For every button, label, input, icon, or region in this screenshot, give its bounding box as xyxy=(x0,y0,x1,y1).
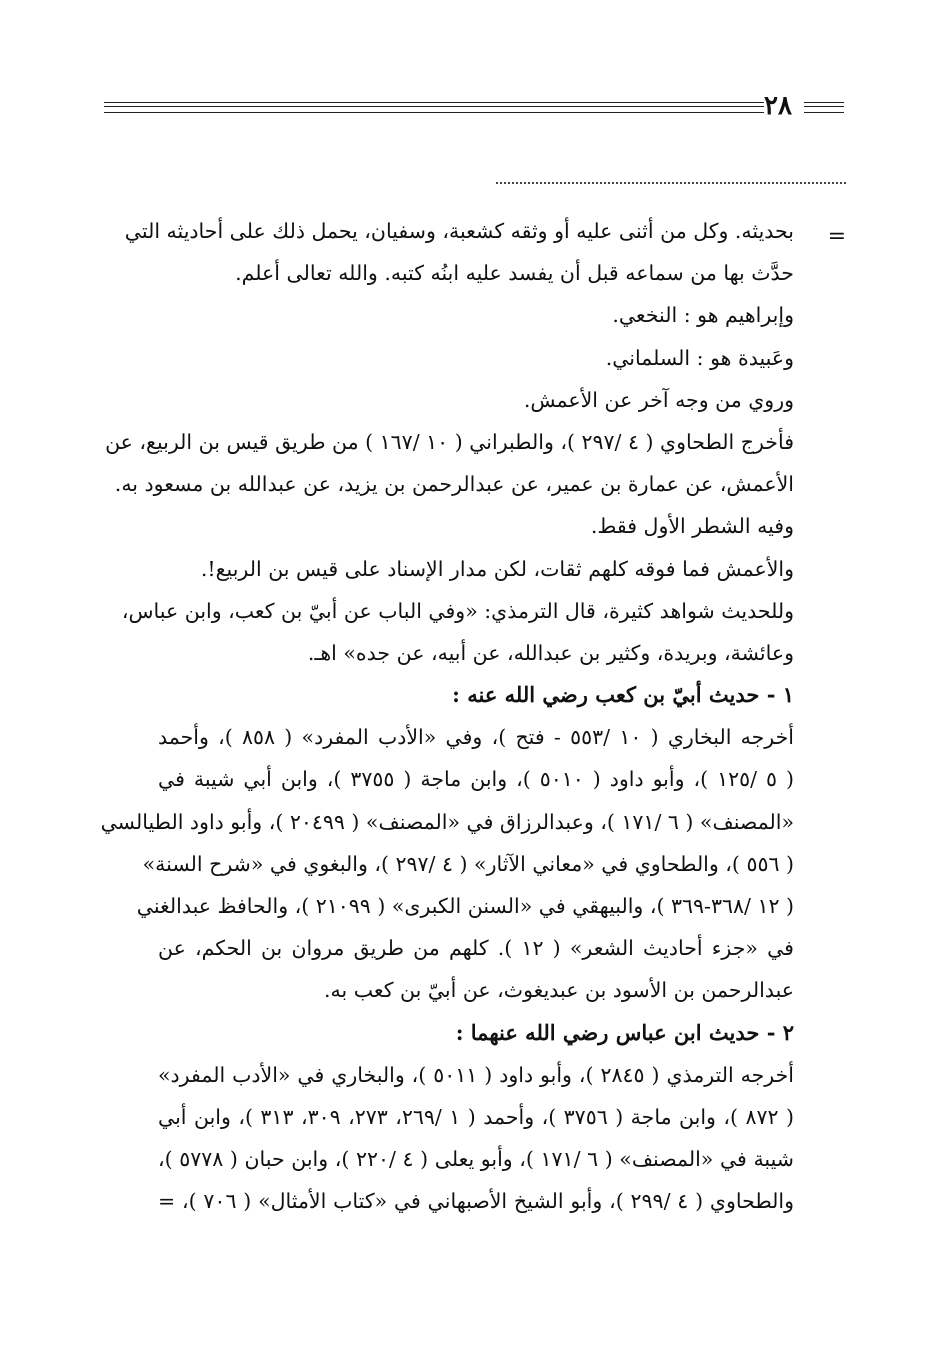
text-line: وعائشة، وبريدة، وكثير بن عبدالله، عن أبيه، عن جده» اهـ. xyxy=(307,640,794,665)
page-number: ٢٨ xyxy=(764,91,792,121)
header-rule-short xyxy=(804,102,844,113)
text-line: ( ٥٥٦ )، والطحاوي في «معاني الآثار» ( ٤ /٢٩٧ )، والبغوي في «شرح السنة» xyxy=(142,851,794,876)
text-line: وعَبيدة هو : السلماني. xyxy=(605,345,794,370)
header-rule xyxy=(104,102,764,113)
section-heading: ١ - حديث أبيّ بن كعب رضي الله عنه : xyxy=(452,682,794,708)
continuation-mark: = xyxy=(827,224,846,249)
text-line: وإبراهيم هو : النخعي. xyxy=(612,303,794,328)
footnote-separator xyxy=(496,182,846,184)
footnote-text xyxy=(100,210,794,1223)
text-line: ( ٥ /١٢٥ )، وأبو داود ( ٥٠١٠ )، وابن ماجة ( ٣٧٥٥ )، وابن أبي شيبة في xyxy=(158,767,794,792)
text-line: «المصنف» ( ٦ /١٧١ )، وعبدالرزاق في «المصنف» ( ٢٠٤٩٩ )، وأبو داود الطيالسي xyxy=(100,809,794,834)
text-line: الأعمش، عن عمارة بن عمير، عن عبدالرحمن بن يزيد، عن عبدالله بن مسعود به. xyxy=(114,472,794,497)
text-line: فأخرج الطحاوي ( ٤ /٢٩٧ )، والطبراني ( ١٠ /١٦٧ ) من طريق قيس بن الربيع، عن xyxy=(105,429,794,454)
text-line: والطحاوي ( ٤ /٢٩٩ )، وأبو الشيخ الأصبهاني في «كتاب الأمثال» ( ٧٠٦ )، = xyxy=(158,1189,794,1214)
text-line: وفيه الشطر الأول فقط. xyxy=(590,514,794,539)
text-line: ( ٨٧٢ )، وابن ماجة ( ٣٧٥٦ )، وأحمد ( ١ /٢٦٩، ٢٧٣، ٣٠٩، ٣١٣ )، وابن أبي xyxy=(158,1104,794,1129)
text-line: حدَّث بها من سماعه قبل أن يفسد عليه ابنُه كتبه. والله تعالى أعلم. xyxy=(235,261,794,286)
text-line: ( ١٢ /٣٦٨-٣٦٩ )، والبيهقي في «السنن الكبرى» ( ٢١٠٩٩ )، والحافظ عبدالغني xyxy=(136,894,794,918)
text-line: أخرجه الترمذي ( ٢٨٤٥ )، وأبو داود ( ٥٠١١ )، والبخاري في «الأدب المفرد» xyxy=(158,1062,794,1087)
text-line: وللحديث شواهد كثيرة، قال الترمذي: «وفي الباب عن أبيّ بن كعب، وابن عباس، xyxy=(121,598,794,623)
text-line: بحديثه. وكل من أثنى عليه أو وثقه كشعبة، وسفيان، يحمل ذلك على أحاديثه التي xyxy=(124,219,794,243)
text-line: أخرجه البخاري ( ١٠ /٥٥٣ - فتح )، وفي «الأدب المفرد» ( ٨٥٨ )، وأحمد xyxy=(158,725,794,750)
text-line: وروي من وجه آخر عن الأعمش. xyxy=(523,387,794,412)
text-line: شيبة في «المصنف» ( ٦ /١٧١ )، وأبو يعلى ( ٤ /٢٢٠ )، وابن حبان ( ٥٧٧٨ )، xyxy=(158,1147,794,1172)
text-line: والأعمش فما فوقه كلهم ثقات، لكن مدار الإسناد على قيس بن الربيع!. xyxy=(200,556,794,581)
section-heading: ٢ - حديث ابن عباس رضي الله عنهما : xyxy=(455,1019,794,1045)
text-line: في «جزء أحاديث الشعر» ( ١٢ ). كلهم من طريق مروان بن الحكم، عن xyxy=(158,936,794,961)
page-header xyxy=(100,88,848,124)
text-line: عبدالرحمن بن الأسود بن عبديغوث، عن أبيّ بن كعب به. xyxy=(323,978,794,1003)
